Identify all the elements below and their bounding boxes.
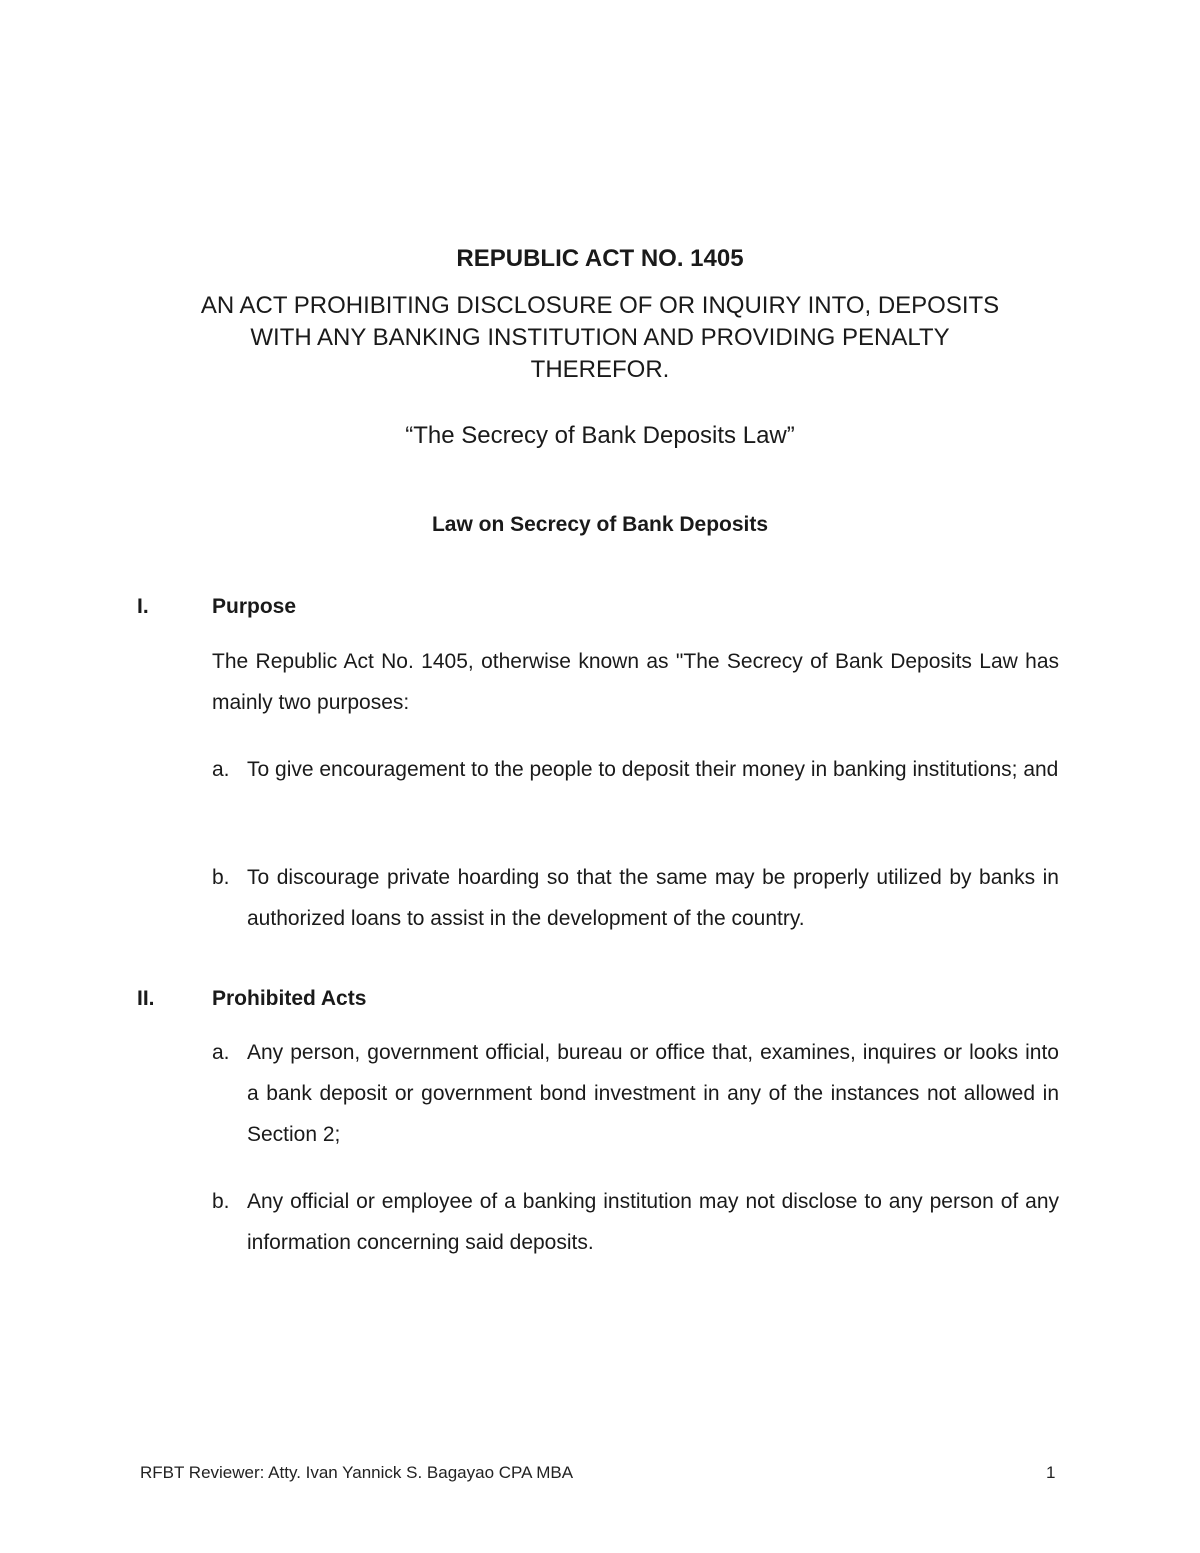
subtitle-line: AN ACT PROHIBITING DISCLOSURE OF OR INQUIRY INTO, DEPOSITS bbox=[200, 292, 1000, 319]
document-subtitle bbox=[100, 290, 1100, 386]
list-item-text: Any person, government official, bureau or office that, examines, inquires or looks into a bank deposit or government bond investment in any of the instances not allowed in Section 2; bbox=[247, 1041, 1059, 1146]
subtitle-line: THEREFOR. bbox=[530, 356, 670, 383]
section-number: II. bbox=[137, 987, 155, 1010]
list-item bbox=[212, 1181, 1059, 1263]
list-item-text: To discourage private hoarding so that the same may be properly utilized by banks in authorized loans to assist in the development of the country. bbox=[247, 866, 1059, 930]
list-item bbox=[212, 749, 1059, 790]
section-title-purpose: Purpose bbox=[212, 595, 297, 618]
list-item-text: To give encouragement to the people to deposit their money in banking institutions; and bbox=[247, 758, 1059, 781]
purpose-intro-paragraph: The Republic Act No. 1405, otherwise known as "The Secrecy of Bank Deposits Law has mainly two purposes: bbox=[212, 650, 1059, 714]
list-item-letter: a. bbox=[212, 758, 230, 781]
document-title: REPUBLIC ACT NO. 1405 bbox=[456, 245, 744, 272]
list-item-letter: b. bbox=[212, 866, 230, 889]
list-item bbox=[212, 1032, 1059, 1155]
list-item-letter: a. bbox=[212, 1041, 230, 1064]
list-item-text: Any official or employee of a banking institution may not disclose to any person of any information concerning said deposits. bbox=[247, 1190, 1059, 1254]
list-item bbox=[212, 857, 1059, 939]
section-title-prohibited-acts: Prohibited Acts bbox=[212, 987, 367, 1010]
subtitle-line: WITH ANY BANKING INSTITUTION AND PROVIDING PENALTY bbox=[250, 324, 950, 351]
popular-name: “The Secrecy of Bank Deposits Law” bbox=[405, 422, 795, 449]
section-heading: Law on Secrecy of Bank Deposits bbox=[431, 513, 769, 536]
page-number: 1 bbox=[1046, 1463, 1056, 1482]
section-number: I. bbox=[137, 595, 149, 618]
list-item-letter: b. bbox=[212, 1190, 230, 1213]
footer-author: RFBT Reviewer: Atty. Ivan Yannick S. Bagayao CPA MBA bbox=[140, 1463, 574, 1482]
